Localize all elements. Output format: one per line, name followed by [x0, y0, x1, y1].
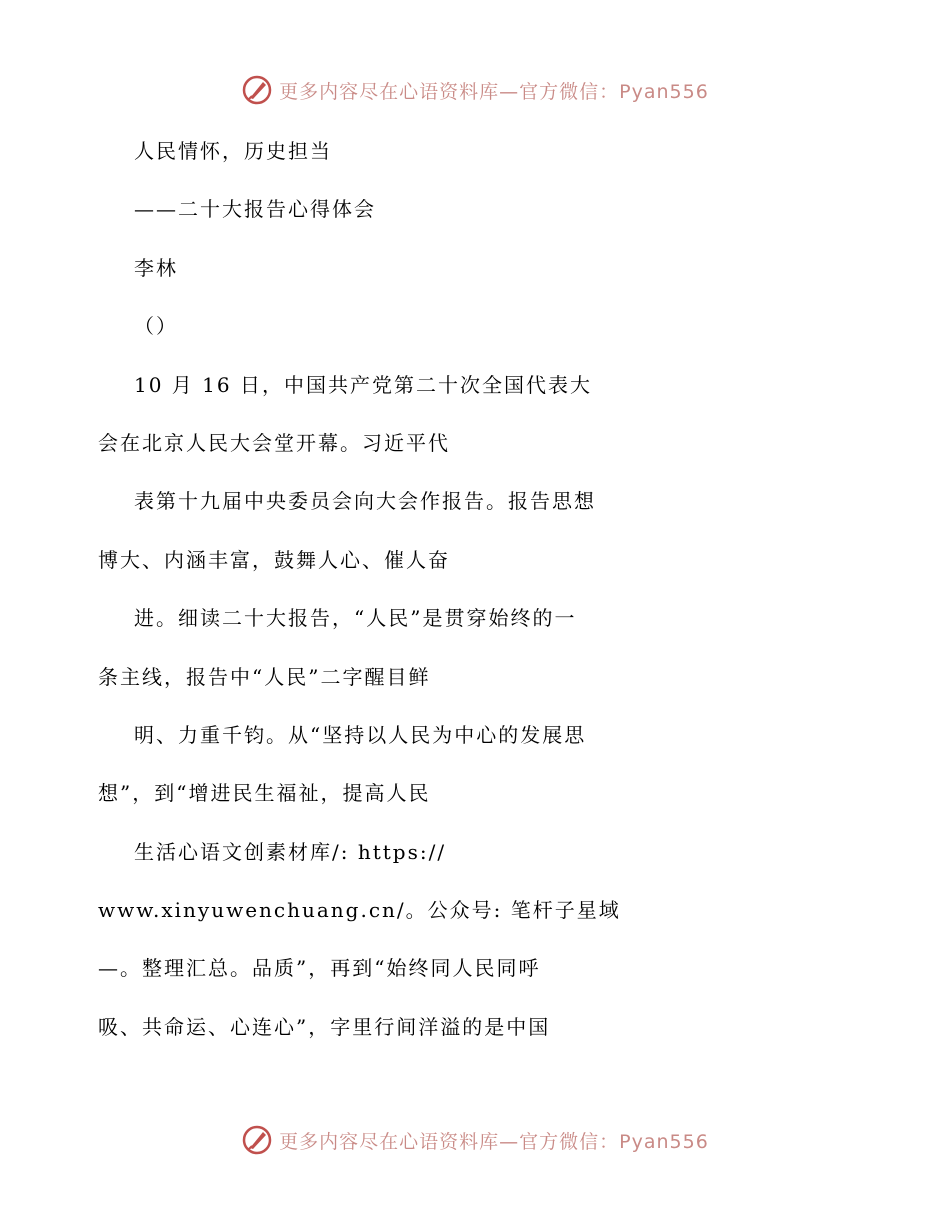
body-line: 表第十九届中央委员会向大会作报告。报告思想 [134, 489, 596, 514]
body-line: 生活心语文创素材库/: https:// [134, 839, 447, 864]
body-line: 进。细读二十大报告，“人民”是贯穿始终的一 [134, 606, 577, 631]
body-line: 想”，到“增进民生福祉，提高人民 [98, 781, 431, 806]
body-line: 明、力重千钧。从“坚持以人民为中心的发展思 [134, 722, 587, 747]
body-line: 博大、内涵丰富，鼓舞人心、催人奋 [98, 547, 450, 572]
feather-pen-circle-icon [241, 74, 273, 106]
banner-text: 更多内容尽在心语资料库—官方微信：Pyan556 [279, 80, 709, 103]
document-body [0, 122, 950, 1056]
body-line: 会在北京人民大会堂开幕。习近平代 [98, 430, 450, 455]
footer-banner [0, 1122, 950, 1158]
body-line: 条主线，报告中“人民”二字醒目鲜 [98, 664, 431, 689]
banner-text: 更多内容尽在心语资料库—官方微信：Pyan556 [279, 1130, 709, 1153]
header-banner [0, 72, 950, 108]
document-subtitle: ——二十大报告心得体会 [134, 197, 376, 222]
body-line: 10 月 16 日，中国共产党第二十次全国代表大 [134, 372, 592, 397]
body-line: www.xinyuwenchuang.cn/。公众号: 笔杆子星域 [98, 898, 621, 923]
document-paren: （） [134, 314, 178, 339]
body-line: —。整理汇总。品质”，再到“始终同人民同呼 [98, 956, 541, 981]
body-line: 吸、共命运、心连心”，字里行间洋溢的是中国 [98, 1014, 551, 1039]
document-title: 人民情怀，历史担当 [134, 139, 332, 163]
document-author: 李林 [134, 255, 178, 280]
feather-pen-circle-icon [241, 1124, 273, 1156]
